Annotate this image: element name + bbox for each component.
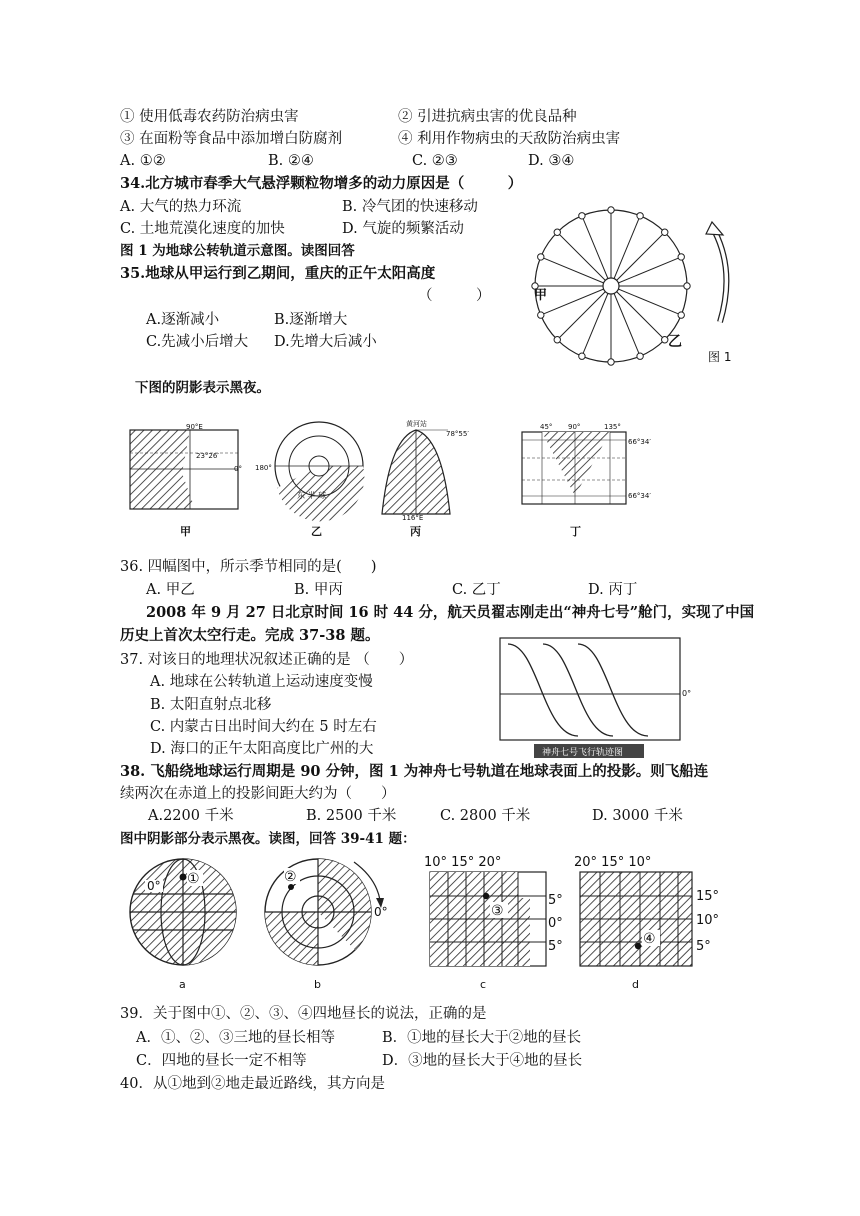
fig-jia xyxy=(130,418,250,538)
orbit-diagram xyxy=(530,202,750,367)
svg-text:丁: 丁 xyxy=(570,525,581,538)
orbit-earth-position xyxy=(579,213,585,219)
svg-text:10°: 10° xyxy=(696,913,720,928)
q39-option-b: B．①地的昼长大于②地的昼长 xyxy=(382,1030,582,1046)
orbit-earth-position xyxy=(678,312,684,318)
orbit-label-jia: 甲 xyxy=(534,288,548,303)
orbit-earth-position xyxy=(662,337,668,343)
svg-text:180°: 180° xyxy=(255,464,272,472)
q36-option-c: C. 乙丁 xyxy=(452,582,501,598)
svg-text:④: ④ xyxy=(643,931,656,947)
svg-text:20° 15° 10°: 20° 15° 10° xyxy=(574,855,652,870)
orbit-earth-position xyxy=(538,312,544,318)
svg-text:23°26′: 23°26′ xyxy=(196,452,219,460)
orbit-earth-position xyxy=(579,353,585,359)
svg-text:90°: 90° xyxy=(568,423,581,431)
q33-answer-b: B. ②④ xyxy=(268,153,314,169)
svg-text:d: d xyxy=(632,978,639,991)
q33-option-2: ② 引进抗病虫害的优良品种 xyxy=(398,109,577,125)
svg-text:66°34′: 66°34′ xyxy=(628,438,651,446)
orbit-earth-position xyxy=(637,353,643,359)
svg-text:116°E: 116°E xyxy=(402,514,424,522)
q38-option-b: B. 2500 千米 xyxy=(306,808,397,824)
q33-option-4: ④ 利用作物病虫的天敌防治病虫害 xyxy=(398,131,621,147)
fig-a xyxy=(125,850,245,995)
q38-option-d: D. 3000 千米 xyxy=(592,808,683,824)
fig1-intro: 图 1 为地球公转轨道示意图。读图回答 xyxy=(120,243,355,259)
q37-option-c: C. 内蒙古日出时间大约在 5 时左右 xyxy=(150,719,377,735)
orbit-earth-position xyxy=(637,213,643,219)
svg-text:③: ③ xyxy=(491,903,504,919)
svg-text:0°: 0° xyxy=(147,879,161,893)
q38-option-c: C. 2800 千米 xyxy=(440,808,531,824)
svg-text:90°E: 90°E xyxy=(186,423,203,431)
svg-text:10° 15° 20°: 10° 15° 20° xyxy=(424,855,502,870)
svg-text:东 半 球: 东 半 球 xyxy=(297,491,327,500)
q38-option-a: A.2200 千米 xyxy=(148,808,234,824)
q33-option-3: ③ 在面粉等食品中添加增白防腐剂 xyxy=(120,131,343,147)
q35-option-a: A.逐渐减小 xyxy=(146,312,220,328)
q39-option-d: D．③地的昼长大于④地的昼长 xyxy=(382,1053,583,1069)
q33-answer-c: C. ②③ xyxy=(412,153,458,169)
fig-bing xyxy=(378,418,478,538)
svg-text:0°: 0° xyxy=(374,905,388,919)
q37-option-a: A. 地球在公转轨道上运动速度变慢 xyxy=(150,674,373,690)
q34-option-a: A. 大气的热力环流 xyxy=(120,199,242,215)
q39-option-c: C．四地的昼长一定不相等 xyxy=(136,1053,307,1069)
svg-text:b: b xyxy=(314,978,321,991)
q39-option-a: A．①、②、③三地的昼长相等 xyxy=(136,1030,335,1046)
q36-option-b: B. 甲丙 xyxy=(294,582,343,598)
orbit-earth-position xyxy=(538,254,544,260)
svg-text:66°34′: 66°34′ xyxy=(628,492,651,500)
q33-answer-d: D. ③④ xyxy=(528,153,575,169)
q36-option-a: A. 甲乙 xyxy=(146,582,195,598)
fig-d xyxy=(574,852,734,997)
svg-text:0°: 0° xyxy=(548,916,563,931)
svg-text:45°: 45° xyxy=(540,423,553,431)
svg-text:135°: 135° xyxy=(604,423,621,431)
orbit-earth-position xyxy=(684,283,690,289)
svg-text:15°: 15° xyxy=(696,889,720,904)
fig-b xyxy=(258,850,408,995)
fig-c xyxy=(424,852,574,997)
shenzhou-intro-line1: 2008 年 9 月 27 日北京时间 16 时 44 分，航天员翟志刚走出“神舟七号”舱门，实现了中国 xyxy=(146,604,755,621)
q34-option-c: C. 土地荒漠化速度的加快 xyxy=(120,221,285,237)
svg-text:0°: 0° xyxy=(234,465,242,473)
orbit-earth-position xyxy=(678,254,684,260)
sun xyxy=(603,278,619,294)
shenzhou-intro-line2: 历史上首次太空行走。完成 37-38 题。 xyxy=(120,627,380,644)
orbit-earth-position xyxy=(608,359,614,365)
q33-option-1: ① 使用低毒农药防治病虫害 xyxy=(120,109,299,125)
svg-text:5°: 5° xyxy=(548,893,563,908)
q38-stem-line2: 续两次在赤道上的投影间距大约为（ ） xyxy=(120,786,396,802)
q33-answer-a: A. ①② xyxy=(120,153,166,169)
svg-text:5°: 5° xyxy=(548,939,563,954)
svg-text:②: ② xyxy=(284,869,297,885)
svg-text:①: ① xyxy=(187,871,200,887)
q38-stem-line1: 38. 飞船绕地球运行周期是 90 分钟，图 1 为神舟七号轨道在地球表面上的投影。则飞船连 xyxy=(120,763,709,780)
svg-text:a: a xyxy=(179,978,186,991)
q36-option-d: D. 丙丁 xyxy=(588,582,638,598)
orbit-earth-position xyxy=(662,229,668,235)
q34-stem: 34.北方城市春季大气悬浮颗粒物增多的动力原因是（ ） xyxy=(120,175,523,192)
orbit-earth-position xyxy=(554,229,560,235)
svg-text:甲: 甲 xyxy=(180,525,191,538)
q34-option-b: B. 冷气团的快速移动 xyxy=(342,199,478,215)
svg-text:78°55′: 78°55′ xyxy=(446,430,469,438)
q35-option-b: B.逐渐增大 xyxy=(274,312,348,328)
svg-text:黄河站: 黄河站 xyxy=(406,420,427,428)
q40-stem: 40．从①地到②地走最近路线，其方向是 xyxy=(120,1076,385,1092)
shenzhou-track-figure xyxy=(498,636,698,761)
q35-option-c: C.先减小后增大 xyxy=(146,334,249,350)
svg-text:丙: 丙 xyxy=(410,525,421,538)
orbit-ray xyxy=(611,286,665,340)
fig-intro-39: 图中阴影部分表示黑夜。读图，回答 39-41 题： xyxy=(120,831,416,847)
fig1-caption: 图 1 xyxy=(708,350,732,364)
orbit-ray xyxy=(557,286,611,340)
fig-yi xyxy=(253,418,373,538)
q34-option-d: D. 气旋的频繁活动 xyxy=(342,221,464,237)
q37-option-b: B. 太阳直射点北移 xyxy=(150,697,272,713)
q35-stem: 35.地球从甲运行到乙期间，重庆的正午太阳高度 xyxy=(120,265,436,282)
q37-option-d: D. 海口的正午太阳高度比广州的大 xyxy=(150,741,374,757)
q35-paren: （ ） xyxy=(418,288,491,304)
orbit-ray xyxy=(557,232,611,286)
q37-stem: 37. 对该日的地理状况叙述正确的是 （ ） xyxy=(120,652,414,668)
fig-ding xyxy=(520,418,680,538)
q39-stem: 39．关于图中①、②、③、④四地昼长的说法，正确的是 xyxy=(120,1006,487,1022)
q36-stem: 36. 四幅图中，所示季节相同的是( ) xyxy=(120,559,377,575)
svg-text:0°: 0° xyxy=(682,689,692,698)
orbit-earth-position xyxy=(608,207,614,213)
svg-text:c: c xyxy=(480,978,487,991)
orbit-earth-position xyxy=(554,337,560,343)
svg-text:神舟七号飞行轨迹图: 神舟七号飞行轨迹图 xyxy=(542,748,624,758)
q35-option-d: D.先增大后减小 xyxy=(274,334,377,350)
orbit-label-yi: 乙 xyxy=(668,334,682,350)
svg-text:5°: 5° xyxy=(696,939,711,954)
orbit-ray xyxy=(611,232,665,286)
svg-text:乙: 乙 xyxy=(311,525,322,538)
shadow-intro: 下图的阴影表示黑夜。 xyxy=(135,380,270,396)
